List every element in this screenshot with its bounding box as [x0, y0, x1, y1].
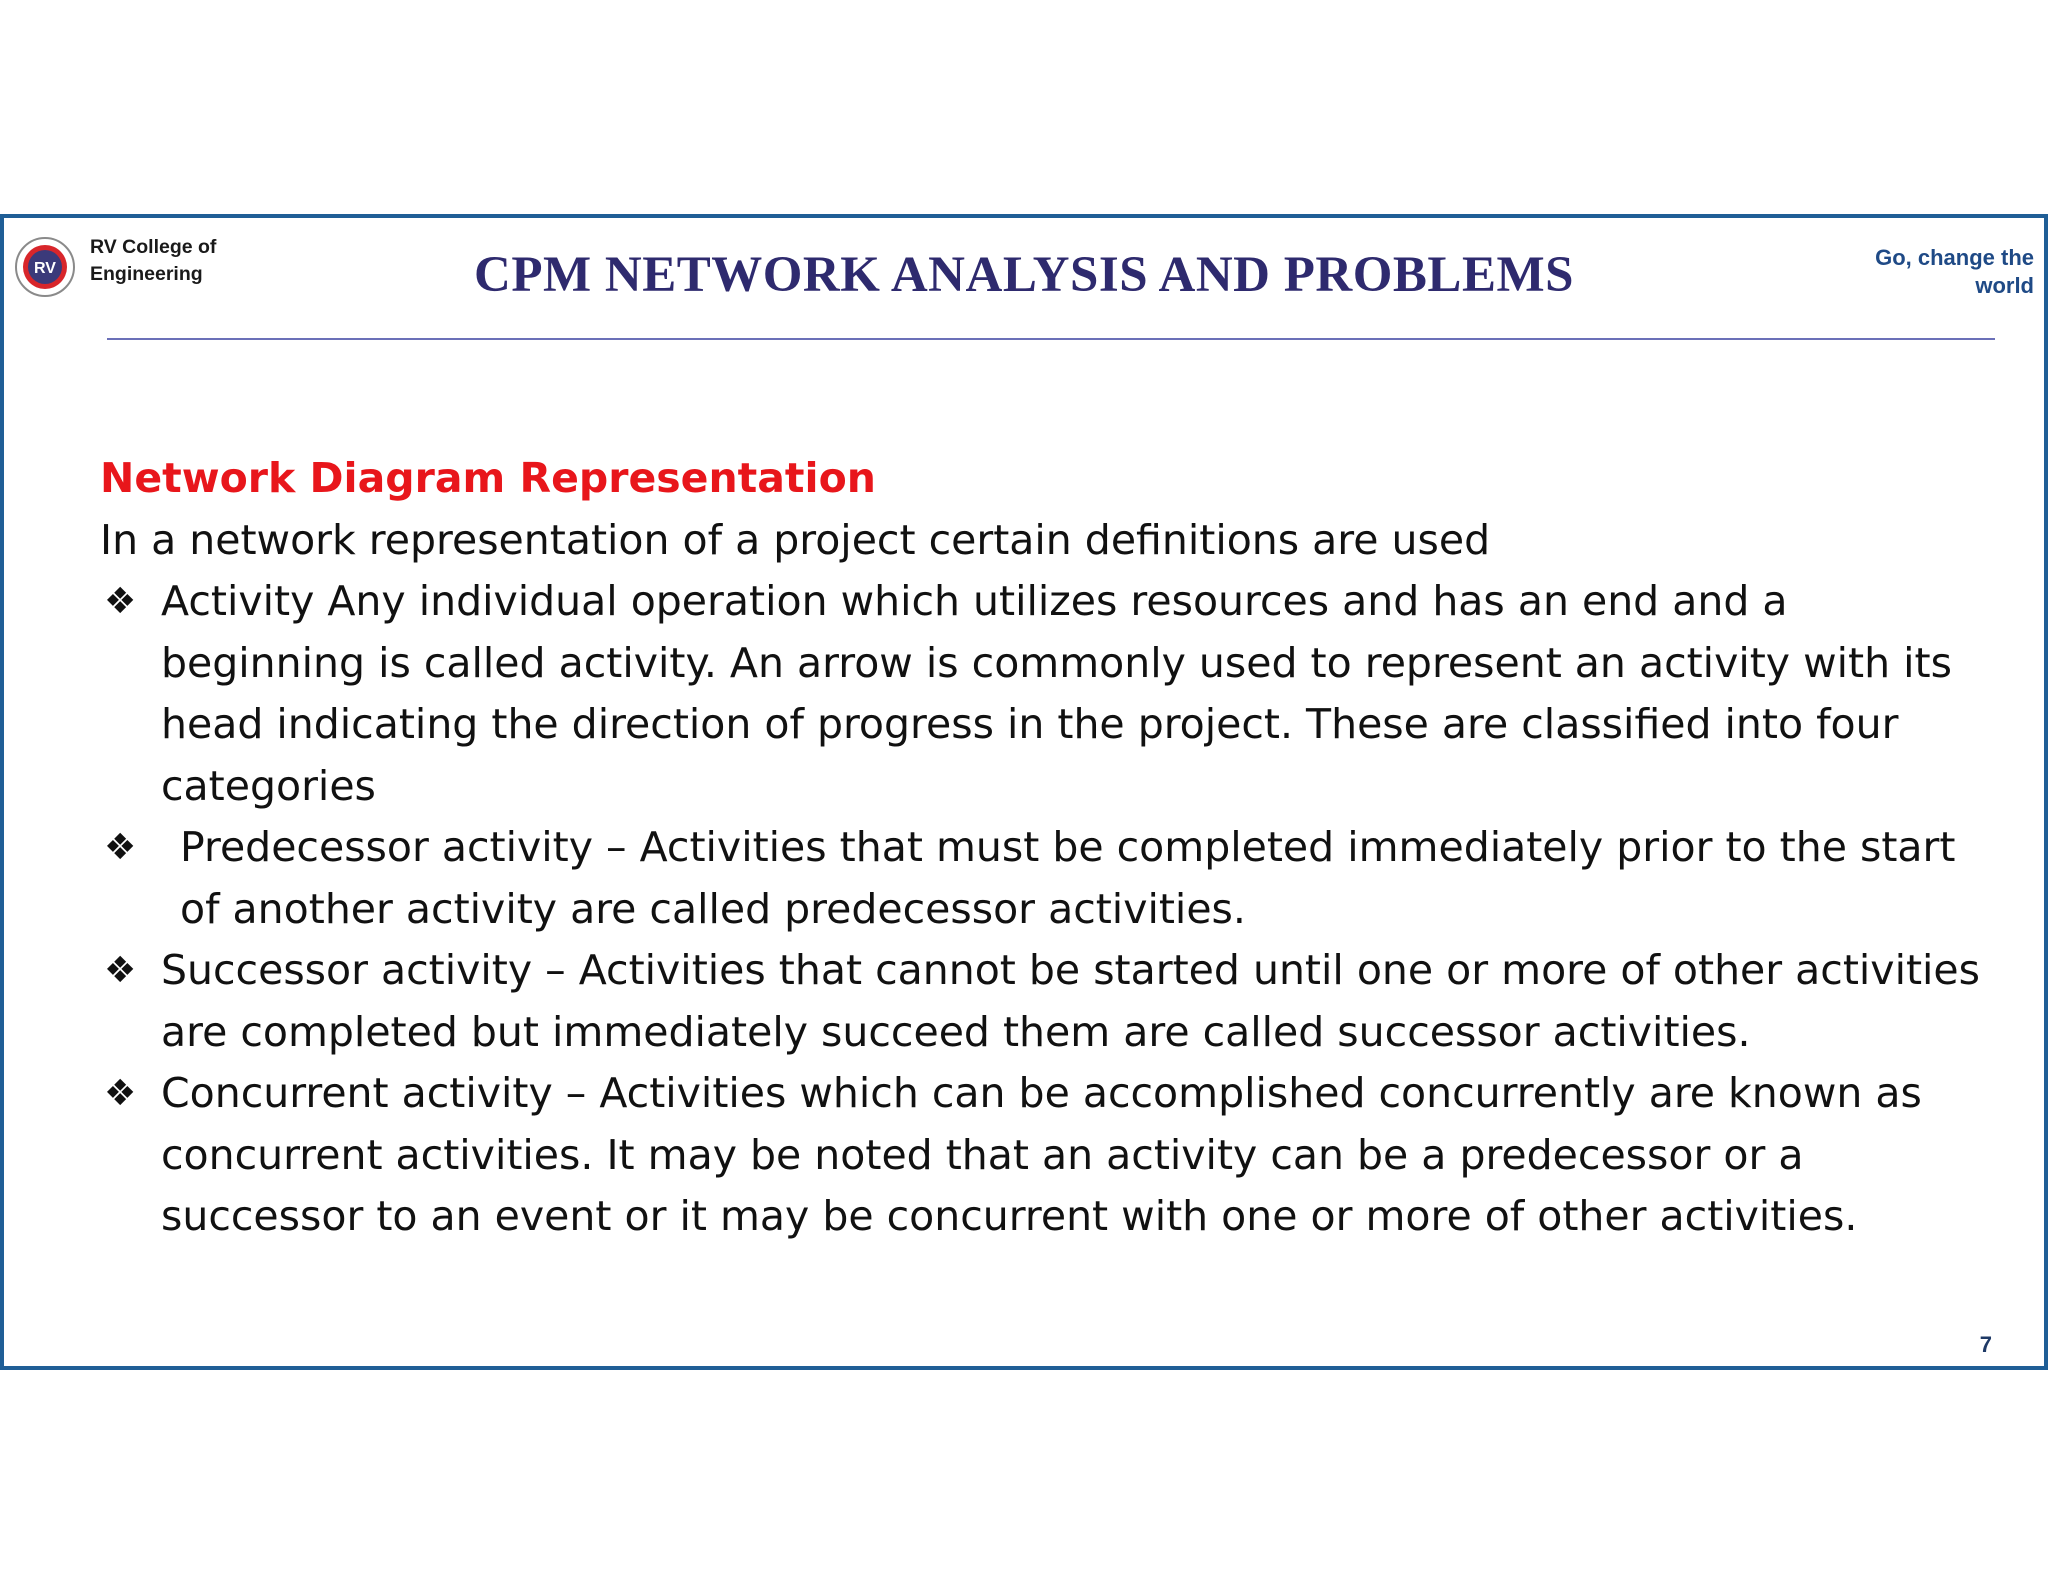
bullet-item — [100, 571, 2000, 817]
bullet-item — [100, 940, 2000, 1063]
tagline-line1: Go, change the — [1875, 245, 2034, 270]
diamond-bullet-icon: ❖ — [104, 950, 137, 991]
slide-frame — [0, 214, 2048, 1370]
bullet-item — [100, 817, 2000, 940]
slide-content — [100, 448, 2000, 1248]
diamond-bullet-icon: ❖ — [104, 1073, 137, 1114]
bullet-text: Concurrent activity – Activities which can be accomplished concurrently are known as concurrent activities. It may be noted that an activity can be a predecessor or a successor to an event or it may be concurrent with one or more of other activities. — [161, 1069, 1922, 1240]
bullet-text: Activity Any individual operation which utilizes resources and has an end and a beginning is called activity. An arrow is commonly used to represent an activity with its head indicating the direction of progress in the project. These are classified into four categories — [161, 577, 1952, 810]
logo-text: RV — [34, 260, 56, 277]
slide-title: CPM NETWORK ANALYSIS AND PROBLEMS — [474, 247, 1574, 303]
tagline — [1875, 244, 2034, 300]
college-name-line2: Engineering — [90, 263, 203, 285]
section-heading: Network Diagram Representation — [100, 454, 876, 502]
header-divider — [107, 338, 1995, 340]
bullet-text: Predecessor activity – Activities that must be completed immediately prior to the start of another activity are called predecessor activities. — [180, 823, 1956, 933]
diamond-bullet-icon: ❖ — [104, 581, 137, 622]
intro-text: In a network representation of a project certain definitions are used — [100, 515, 1491, 564]
tagline-line2: world — [1975, 273, 2034, 298]
bullet-text: Successor activity – Activities that cannot be started until one or more of other activities are completed but immediately succeed them are called successor activities. — [161, 946, 1981, 1056]
bullet-item — [100, 1063, 2000, 1248]
college-name-line1: RV College of — [90, 236, 217, 258]
page-number: 7 — [1979, 1332, 1992, 1357]
diamond-bullet-icon: ❖ — [104, 827, 137, 868]
